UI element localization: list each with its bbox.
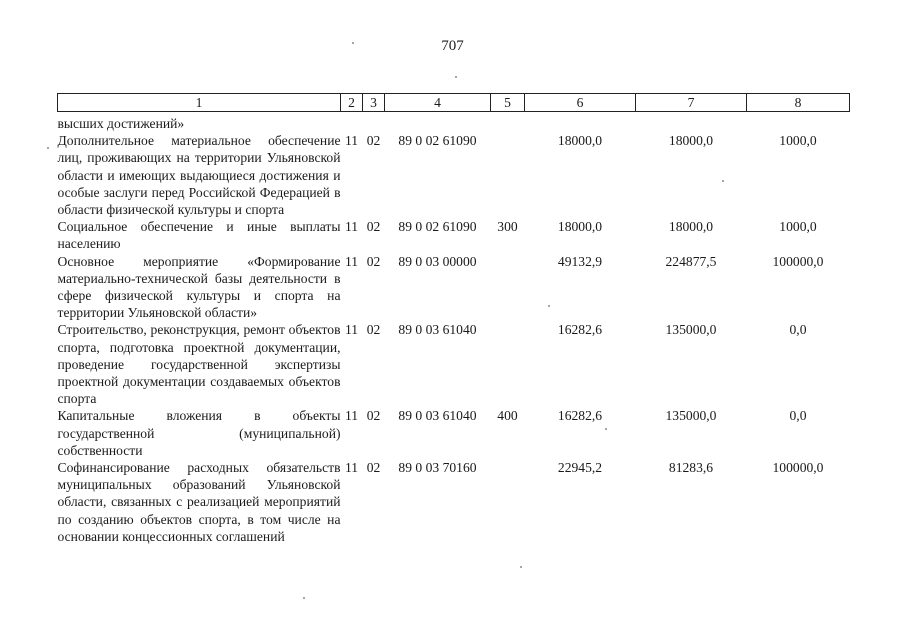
row-expense-type [491,115,525,132]
row-expense-type [491,459,525,545]
table-body [58,112,850,546]
row-amount-7: 18000,0 [668,219,714,235]
scan-speck [548,305,550,307]
scan-speck [520,566,522,568]
row-amount-8: 1000,0 [779,133,817,149]
row-amount-8: 100000,0 [772,460,824,476]
col-header-8: 8 [747,94,850,112]
row-description: Капитальные вложения в объекты государственной (муниципальной) собственности [57,408,341,458]
row-expense-type [491,253,525,322]
table-row [58,218,850,252]
row-description: высших достижений» [57,116,185,131]
table-row [58,253,850,322]
row-amount-6: 16282,6 [557,408,603,424]
row-amount-8 [747,115,850,132]
row-subsection: 02 [366,460,381,476]
col-header-4: 4 [385,94,491,112]
col-header-5: 5 [491,94,525,112]
row-subsection: 02 [366,253,381,269]
row-amount-8: 0,0 [789,408,807,424]
scan-speck [352,42,354,44]
row-amount-8: 0,0 [789,322,807,338]
budget-table [57,93,850,545]
row-amount-7 [636,115,747,132]
row-section [341,115,363,132]
row-amount-7: 135000,0 [665,408,717,424]
row-subsection: 02 [366,133,381,149]
row-amount-8: 1000,0 [779,219,817,235]
table-row [58,115,850,132]
col-header-7: 7 [636,94,747,112]
row-amount-7: 135000,0 [665,322,717,338]
row-section: 11 [344,253,359,269]
row-target-code: 89 0 03 70160 [398,460,477,476]
row-description: Дополнительное материальное обеспечение лиц, проживающих на территории Ульяновской области и имеющих выдающиеся достижения и особые заслуги перед Российской Федерацией в области физической культуры и спорта [57,133,341,218]
scan-speck [47,147,49,149]
row-amount-6: 18000,0 [557,133,603,149]
scan-speck [303,597,305,599]
table-header [58,94,850,112]
row-expense-type [491,132,525,218]
table-row [58,321,850,407]
table-row [58,459,850,545]
row-amount-6: 16282,6 [557,322,603,338]
row-amount-8: 100000,0 [772,253,824,269]
row-section: 11 [344,219,359,235]
row-target-code: 89 0 03 61040 [398,322,477,338]
row-subsection: 02 [366,219,381,235]
col-header-2: 2 [341,94,363,112]
row-description: Строительство, реконструкция, ремонт объектов спорта, подготовка проектной документации, проведение государственной экспертизы проектной документации создаваемых объектов спорта [57,322,341,407]
col-header-1: 1 [58,94,341,112]
row-section: 11 [344,322,359,338]
row-section: 11 [344,133,359,149]
row-target-code: 89 0 03 61040 [398,408,477,424]
row-amount-7: 81283,6 [668,460,714,476]
row-description: Социальное обеспечение и иные выплаты населению [57,219,341,252]
scan-speck [605,428,607,430]
header-row [58,94,850,112]
row-expense-type: 400 [497,408,518,424]
row-target-code [385,115,491,132]
row-amount-6: 18000,0 [557,219,603,235]
col-header-3: 3 [363,94,385,112]
row-amount-6: 22945,2 [557,460,603,476]
row-description: Основное мероприятие «Формирование материально-технической базы деятельности в сфере физической культуры и спорта на территории Ульяновской области» [57,253,341,321]
table-row [58,407,850,459]
scan-speck [455,76,457,78]
row-expense-type: 300 [497,219,518,235]
row-subsection [363,115,385,132]
scan-speck [722,180,724,182]
table-row [58,132,850,218]
page-number: 707 [441,38,464,54]
row-section: 11 [344,460,359,476]
row-target-code: 89 0 02 61090 [398,219,477,235]
row-target-code: 89 0 02 61090 [398,133,477,149]
row-amount-7: 18000,0 [668,133,714,149]
row-section: 11 [344,408,359,424]
col-header-6: 6 [525,94,636,112]
row-description: Софинансирование расходных обязательств муниципальных образований Ульяновской области, связанных с реализацией мероприятий по созданию объектов спорта, в том числе на основании концессионных соглашений [57,460,341,544]
row-expense-type [491,321,525,407]
row-subsection: 02 [366,322,381,338]
row-amount-6 [525,115,636,132]
row-amount-7: 224877,5 [665,253,717,269]
row-amount-6: 49132,9 [557,253,603,269]
row-subsection: 02 [366,408,381,424]
row-target-code: 89 0 03 00000 [398,253,477,269]
